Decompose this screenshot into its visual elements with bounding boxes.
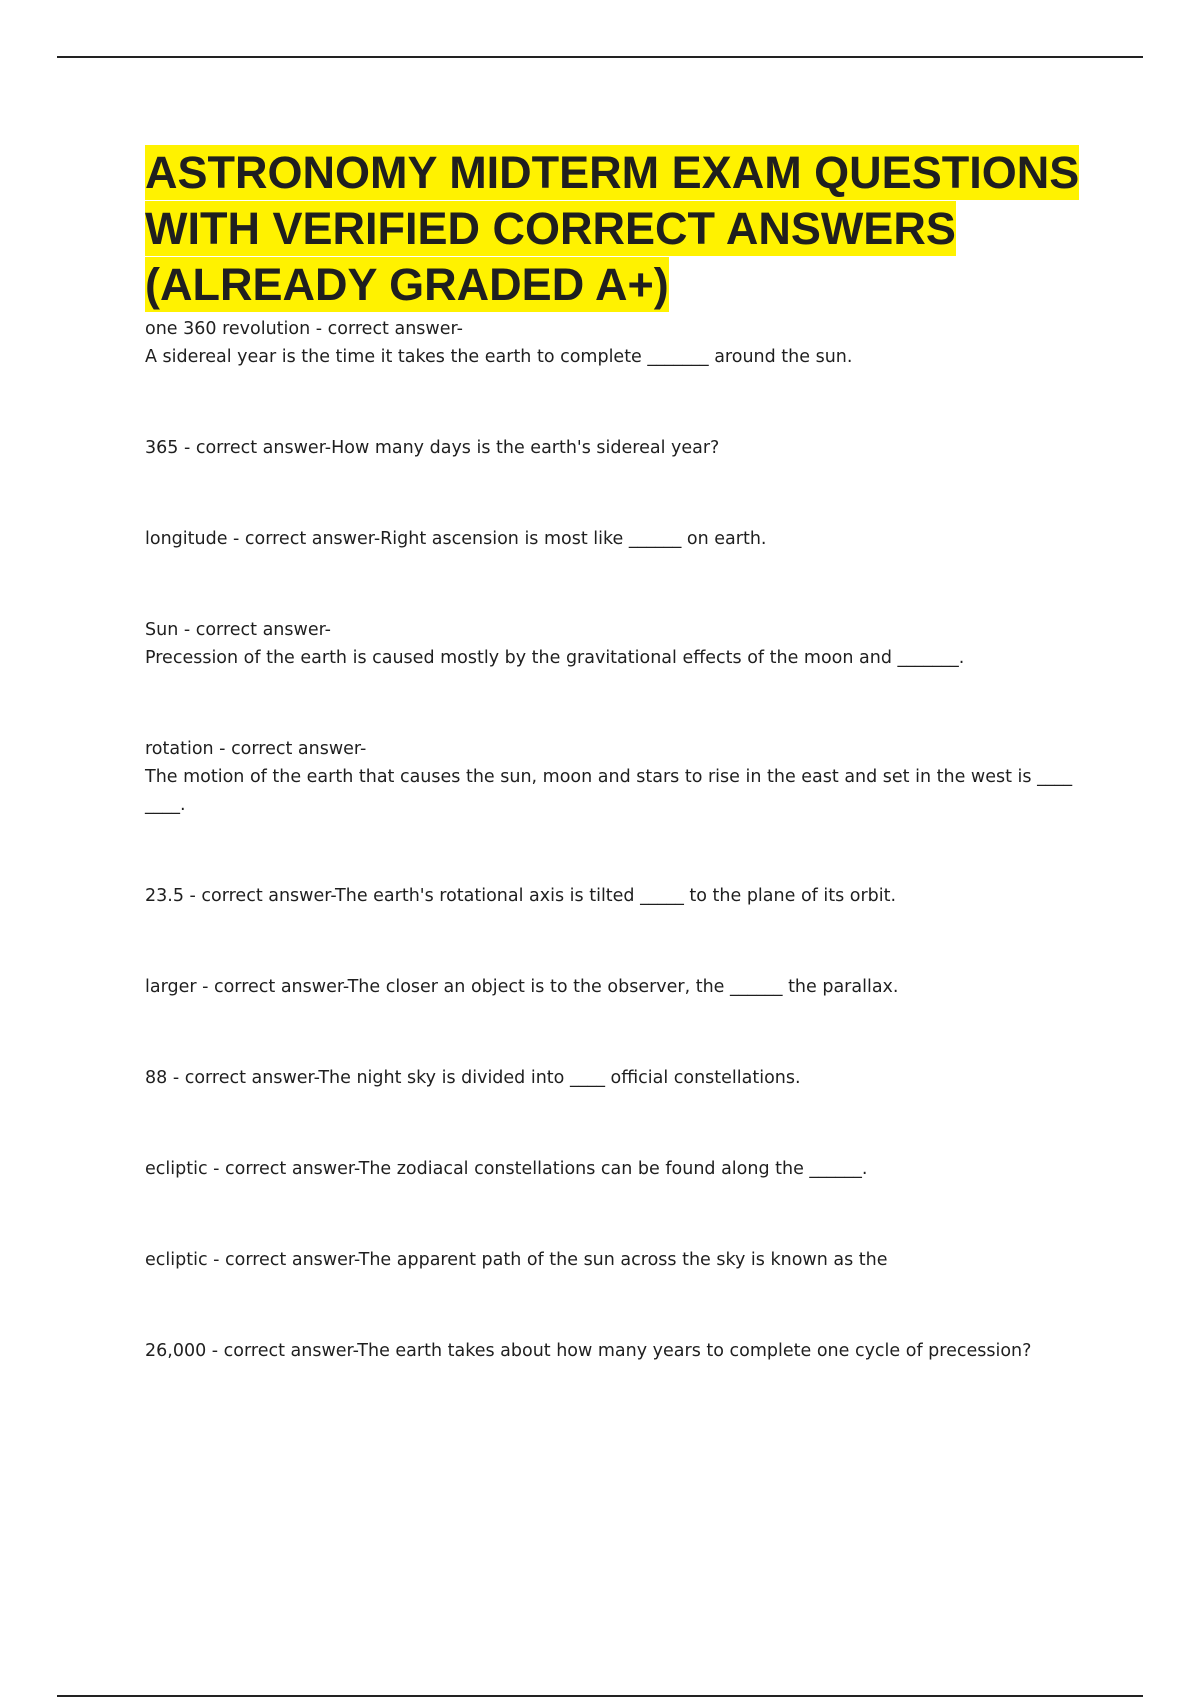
qa-answer: Sun - correct answer- — [145, 620, 331, 640]
qa-answer: one 360 revolution - correct answer- — [145, 319, 463, 339]
qa-answer: 365 - correct answer-How many days is the earth's sidereal year? — [145, 438, 720, 458]
qa-item — [145, 1064, 1105, 1092]
qa-item — [145, 1337, 1105, 1365]
bottom-divider — [57, 1695, 1143, 1697]
qa-item — [145, 882, 1105, 910]
qa-answer: longitude - correct answer-Right ascension is most like ______ on earth. — [145, 529, 767, 549]
document-body — [145, 145, 1105, 1365]
qa-question: The motion of the earth that causes the sun, moon and stars to rise in the east and set in the west is ____ ____. — [145, 767, 1073, 815]
qa-answer: ecliptic - correct answer-The apparent path of the sun across the sky is known as the — [145, 1250, 888, 1270]
qa-answer: larger - correct answer-The closer an object is to the observer, the ______ the parallax. — [145, 977, 899, 997]
qa-question: A sidereal year is the time it takes the earth to complete _______ around the sun. — [145, 347, 853, 367]
qa-answer: ecliptic - correct answer-The zodiacal constellations can be found along the ______. — [145, 1159, 868, 1179]
qa-answer: 23.5 - correct answer-The earth's rotational axis is tilted _____ to the plane of its orbit. — [145, 886, 897, 906]
qa-item — [145, 1246, 1105, 1274]
qa-item — [145, 434, 1105, 462]
qa-item — [145, 616, 1105, 672]
qa-list — [145, 315, 1105, 1365]
qa-item — [145, 315, 1105, 371]
qa-question: Precession of the earth is caused mostly by the gravitational effects of the moon and _______. — [145, 648, 965, 668]
qa-answer: 26,000 - correct answer-The earth takes about how many years to complete one cycle of precession? — [145, 1341, 1032, 1361]
qa-item — [145, 973, 1105, 1001]
top-divider — [57, 56, 1143, 58]
qa-item — [145, 525, 1105, 553]
title-highlight: ASTRONOMY MIDTERM EXAM QUESTIONS WITH VERIFIED CORRECT ANSWERS (ALREADY GRADED A+) — [145, 147, 1080, 310]
qa-answer: 88 - correct answer-The night sky is divided into ____ official constellations. — [145, 1068, 801, 1088]
qa-item — [145, 1155, 1105, 1183]
qa-answer: rotation - correct answer- — [145, 739, 367, 759]
qa-item — [145, 735, 1105, 819]
document-title — [145, 145, 1105, 313]
